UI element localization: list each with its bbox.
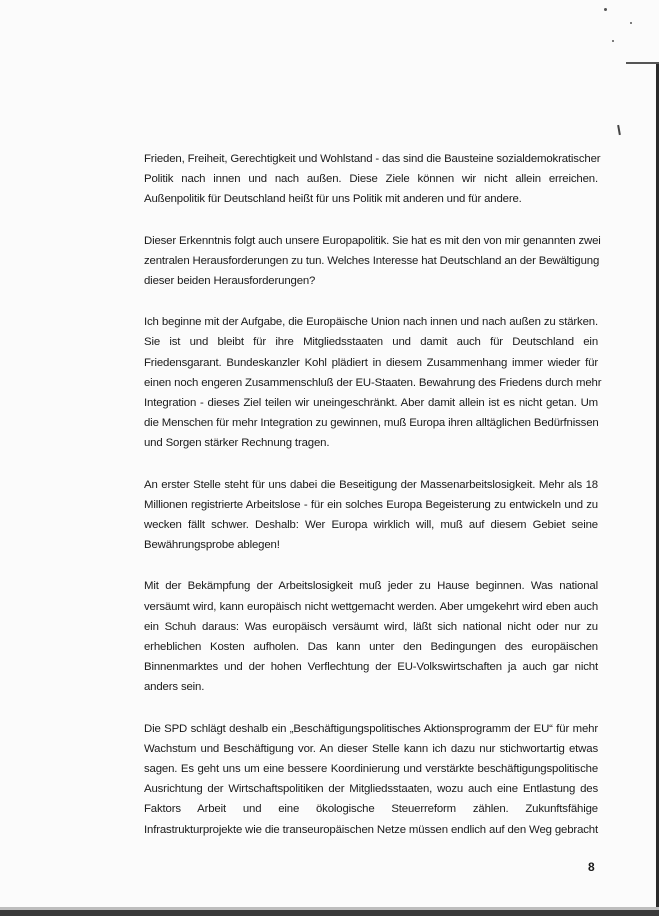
text-line: Bewährungsprobe ablegen! [144,539,280,552]
scan-edge-bottom [0,910,659,916]
text-line: ein Schuh daraus: Was europäisch versäumt wird, läßt sich national nicht oder nur zu [144,620,598,633]
text-line: zentralen Herausforderungen zu tun. Welches Interesse hat Deutschland an der Bewältigung [144,254,600,267]
paragraph [144,312,602,453]
text-line: Mit der Bekämpfung der Arbeitslosigkeit muß jeder zu Hause beginnen. Was national [144,580,598,593]
text-line: und Sorgen stärker Rechnung tragen. [144,437,330,450]
text-line: Binnenmarktes und der hohen Verflechtung der EU-Volkswirtschaften ja auch gar nicht [144,661,598,674]
text-line: Sie ist und bleibt für ihre Mitgliedsstaaten und damit auch für Deutschland ein [144,336,598,349]
text-line: Dieser Erkenntnis folgt auch unsere Europapolitik. Sie hat es mit den von mir genannten zwei [144,234,601,247]
paragraph [144,576,598,697]
scan-edge-top [626,62,659,64]
margin-tick-mark [617,125,621,135]
scan-speck [604,8,607,11]
text-line: Außenpolitik für Deutschland heißt für uns Politik mit anderen und für andere. [144,193,522,206]
text-line: Die SPD schlägt deshalb ein „Beschäftigungspolitisches Aktionsprogramm der EU“ für mehr [144,722,598,735]
text-line: Wachstum und Beschäftigung vor. An dieser Stelle kann ich dazu nur stichwortartig etwas [144,742,598,755]
paragraph [144,231,601,292]
text-line: anders sein. [144,681,205,694]
text-line: Integration - dieses Ziel teilen wir uneingeschränkt. Aber damit allein ist es nicht getan. Um [144,397,598,410]
text-line: erheblichen Kosten aufholen. Das kann unter den Bedingungen des europäischen [144,641,598,654]
scan-speck [630,22,632,24]
text-line: Infrastrukturprojekte wie die transeuropäischen Netze müssen endlich auf den Weg gebracht [144,823,598,836]
text-line: Frieden, Freiheit, Gerechtigkeit und Wohlstand - das sind die Bausteine sozialdemokratischer [144,153,601,165]
paragraph [144,149,601,210]
scan-speck [612,40,614,42]
document-body [144,149,602,840]
text-line: die Menschen für mehr Integration zu gewinnen, muß Europa ihren alltäglichen Bedürfnissen [144,417,599,430]
paragraph [144,475,598,556]
text-line: Ich beginne mit der Aufgabe, die Europäische Union nach innen und nach außen zu stärken. [144,316,598,329]
text-line: Friedensgarant. Bundeskanzler Kohl plädiert in diesem Zusammenhang immer wieder für [144,356,598,369]
text-line: versäumt wird, kann europäisch nicht wettgemacht werden. Aber umgekehrt wird eben auch [144,600,598,613]
text-line: An erster Stelle steht für uns dabei die Beseitigung der Massenarbeitslosigkeit. Mehr als 18 [144,478,598,491]
text-line: Millionen registrierte Arbeitslose - für ein solches Europa Begeisterung zu entwickeln und zu [144,498,598,511]
text-line: dieser beiden Herausforderungen? [144,275,316,288]
paragraph [144,719,598,840]
text-line: Politik nach innen und nach außen. Diese Ziele können wir nicht allein erreichen. [144,173,598,186]
text-line: Ausrichtung der Wirtschaftspolitiken der Mitgliedsstaaten, wozu auch eine Entlastung des [144,783,598,796]
text-line: Faktors Arbeit und eine ökologische Steuerreform zählen. Zukunftsfähige [144,803,598,816]
text-line: einen noch engeren Zusammenschluß der EU-Staaten. Bewahrung des Friedens durch mehr [144,376,602,389]
text-line: wecken fällt schwer. Deshalb: Wer Europa wirklich will, muß auf diesem Gebiet seine [144,519,598,532]
page-number: 8 [588,860,595,874]
text-line: sagen. Es geht uns um eine bessere Koordinierung und verstärkte beschäftigungspolitische [144,763,598,776]
